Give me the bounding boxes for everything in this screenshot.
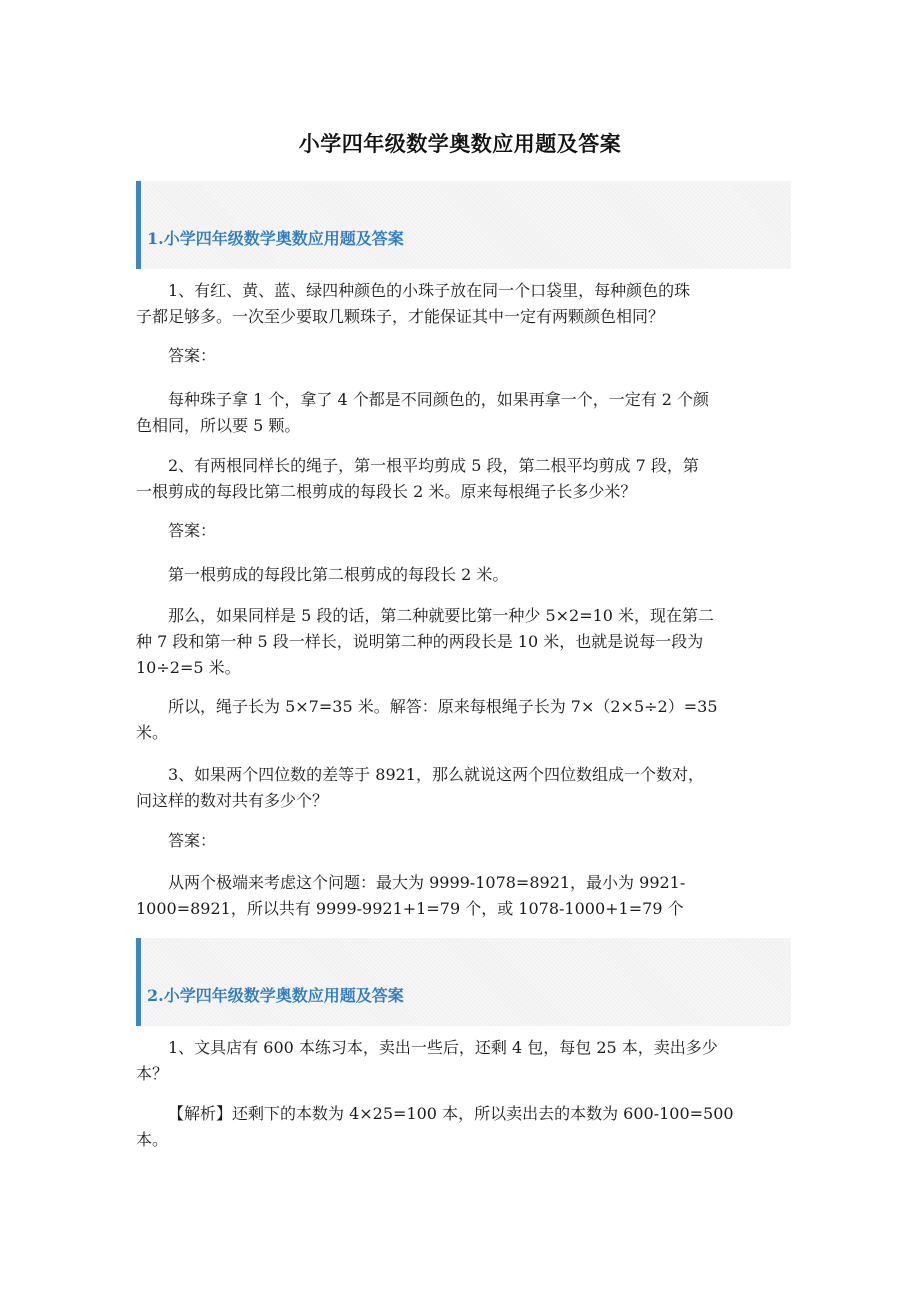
question-1-paragraph: [136, 278, 791, 330]
question-4-paragraph: [136, 1035, 791, 1087]
text-line: 答案：: [168, 831, 217, 850]
text-line: 所以，绳子长为 5×7=35 米。解答：原来每根绳子长为 7×（2×5÷2）=35: [168, 697, 718, 716]
analysis-paragraph: [136, 1101, 791, 1153]
text-line: 【解析】还剩下的本数为 4×25=100 本，所以卖出去的本数为 600-100=500: [168, 1104, 734, 1123]
text-line: 本？: [136, 1064, 169, 1083]
answer-label: [136, 828, 791, 854]
answer-label: [136, 343, 791, 369]
section-title: 1.小学四年级数学奥数应用题及答案: [147, 229, 404, 248]
question-2-paragraph: [136, 453, 791, 505]
text-line: 第一根剪成的每段比第二根剪成的每段长 2 米。: [168, 565, 509, 584]
section-header-2: [136, 938, 791, 1026]
text-line: 1000=8921，所以共有 9999-9921+1=79 个，或 1078-1000+1=79 个: [136, 899, 684, 918]
text-line: 问这样的数对共有多少个？: [136, 791, 329, 810]
text-line: 1、有红、黄、蓝、绿四种颜色的小珠子放在同一个口袋里，每种颜色的珠: [168, 281, 691, 300]
text-line: 一根剪成的每段比第二根剪成的每段长 2 米。原来每根绳子长多少米？: [136, 482, 637, 501]
text-line: 每种珠子拿 1 个，拿了 4 个都是不同颜色的，如果再拿一个，一定有 2 个颜: [168, 390, 710, 409]
text-line: 2、有两根同样长的绳子，第一根平均剪成 5 段，第二根平均剪成 7 段，第: [168, 456, 699, 475]
page-title: 小学四年级数学奥数应用题及答案: [298, 131, 622, 156]
answer-2-explanation: [136, 603, 791, 681]
text-line: 10÷2=5 米。: [136, 658, 241, 677]
question-3-paragraph: [136, 762, 791, 814]
text-line: 米。: [136, 723, 169, 742]
answer-3-paragraph: [136, 870, 791, 922]
answer-2-paragraph: [136, 562, 791, 588]
text-line: 本。: [136, 1130, 169, 1149]
answer-2-conclusion: [136, 694, 791, 746]
text-line: 那么，如果同样是 5 段的话，第二种就要比第一种少 5×2=10 米，现在第二: [168, 606, 715, 625]
text-line: 答案：: [168, 521, 217, 540]
text-line: 1、文具店有 600 本练习本，卖出一些后，还剩 4 包，每包 25 本，卖出多少: [168, 1038, 718, 1057]
answer-label: [136, 518, 791, 544]
text-line: 答案：: [168, 346, 217, 365]
text-line: 种 7 段和第一种 5 段一样长，说明第二种的两段长是 10 米，也就是说每一段为: [136, 632, 704, 651]
section-title: 2.小学四年级数学奥数应用题及答案: [147, 986, 404, 1005]
text-line: 子都足够多。一次至少要取几颗珠子，才能保证其中一定有两颗颜色相同？: [136, 307, 665, 326]
section-header-1: [136, 181, 791, 269]
answer-1-paragraph: [136, 387, 791, 439]
text-line: 从两个极端来考虑这个问题：最大为 9999-1078=8921，最小为 9921-: [168, 873, 686, 892]
text-line: 色相同，所以要 5 颗。: [136, 416, 301, 435]
text-line: 3、如果两个四位数的差等于 8921，那么就说这两个四位数组成一个数对，: [168, 765, 704, 784]
